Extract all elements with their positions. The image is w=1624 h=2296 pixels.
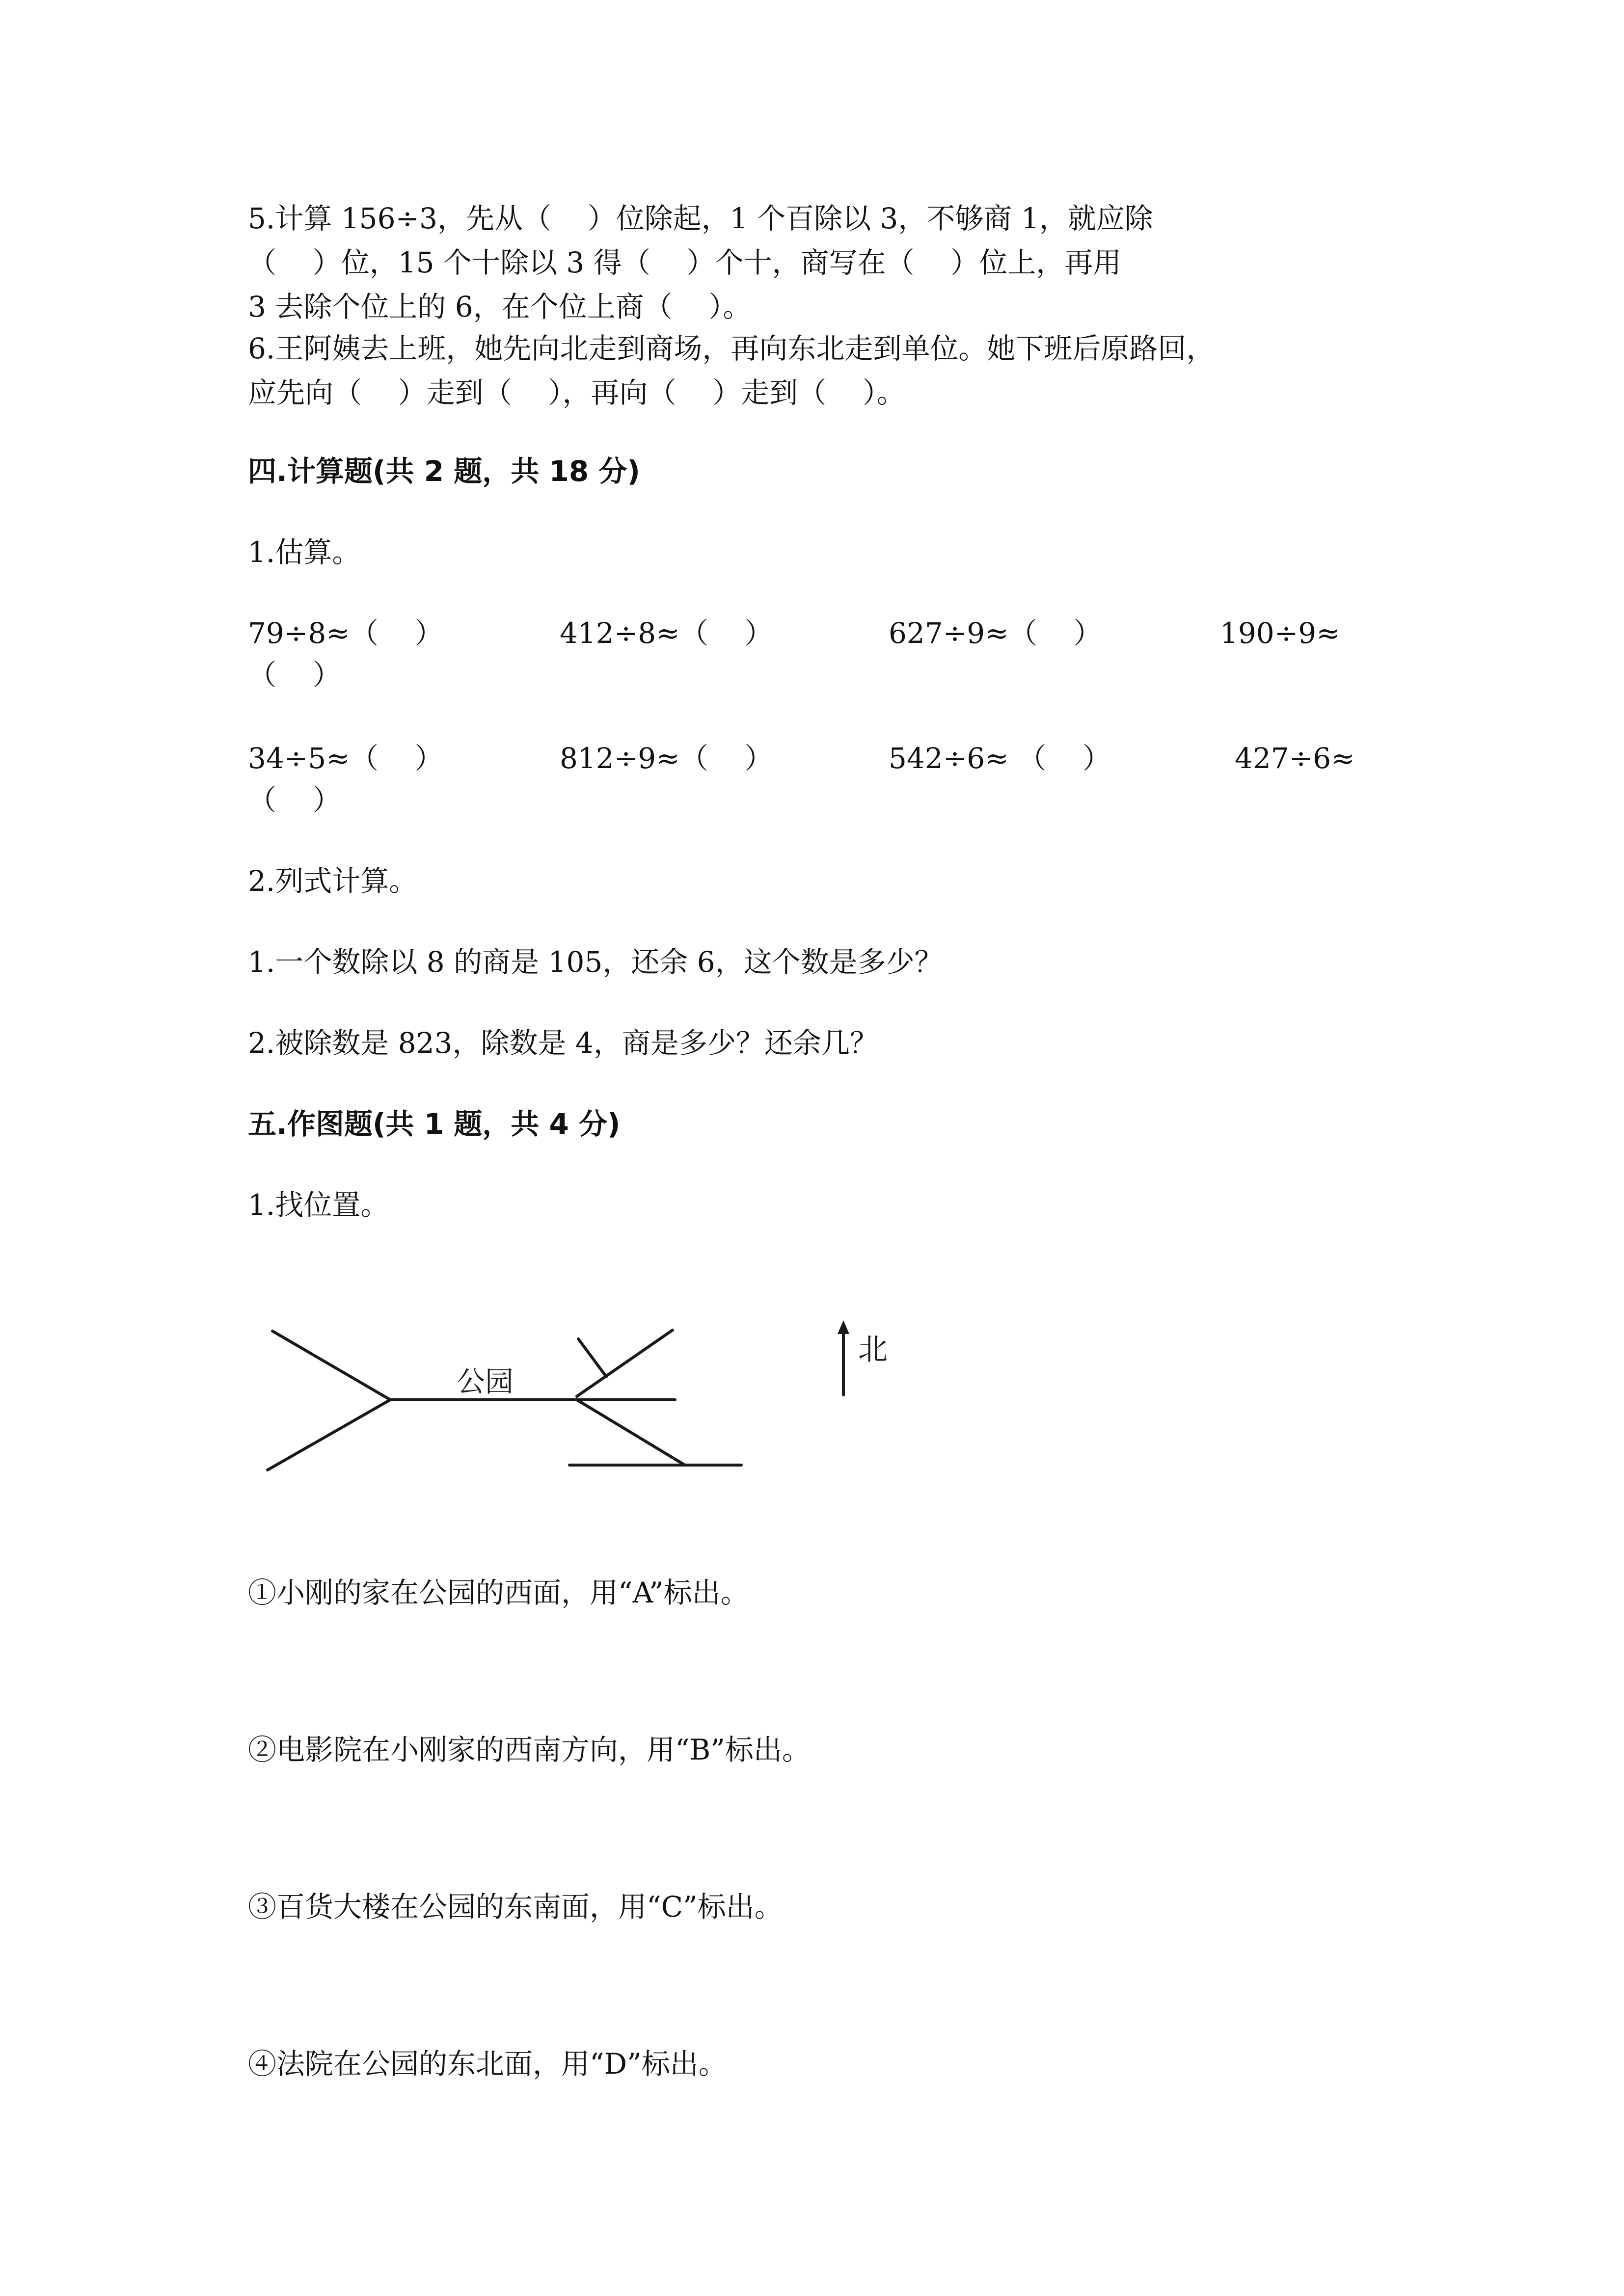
estimate-answer-blank: （ ）: [248, 658, 341, 692]
park-label: 公园: [457, 1365, 514, 1398]
north-label: 北: [858, 1333, 888, 1367]
estimate-item: 812÷9≈（ ）: [560, 742, 773, 775]
section-4-title: 四.计算题(共 2 题，共 18 分): [248, 454, 640, 488]
task-item-a: ①小刚的家在公园的西面，用“A”标出。: [248, 1576, 749, 1609]
estimate-item: 412÷8≈（ ）: [560, 616, 773, 650]
estimate-answer-blank: （ ）: [248, 783, 341, 817]
task-item-c: ③百货大楼在公园的东南面，用“C”标出。: [248, 1890, 783, 1923]
q6-line-1: 6.王阿姨去上班，她先向北走到商场，再向东北走到单位。她下班后原路回，: [248, 332, 1215, 365]
road-line: [268, 1400, 390, 1470]
column-calc-q1: 1.一个数除以 8 的商是 105，还余 6，这个数是多少？: [248, 945, 943, 979]
find-position-title: 1.找位置。: [248, 1188, 389, 1222]
estimate-item: 627÷9≈（ ）: [889, 616, 1102, 650]
estimate-title: 1.估算。: [248, 535, 361, 569]
estimate-item: 34÷5≈（ ）: [248, 742, 443, 775]
estimate-item: 79÷8≈（ ）: [248, 616, 443, 650]
estimate-item: 427÷6≈: [1235, 742, 1355, 775]
north-arrow-icon: [838, 1320, 849, 1334]
task-item-b: ②电影院在小刚家的西南方向，用“B”标出。: [248, 1733, 811, 1766]
q5-line-2: （ ）位，15 个十除以 3 得（ ）个十，商写在（ ）位上，再用: [248, 246, 1122, 279]
road-line: [578, 1339, 606, 1377]
q5-line-1: 5.计算 156÷3，先从（ ）位除起，1 个百除以 3，不够商 1，就应除: [248, 202, 1153, 235]
q5-line-3: 3 去除个位上的 6，在个位上商（ ）。: [248, 290, 752, 323]
column-calc-q2: 2.被除数是 823，除数是 4，商是多少？还余几？: [248, 1026, 878, 1060]
road-line: [577, 1330, 673, 1396]
task-item-d: ④法院在公园的东北面，用“D”标出。: [248, 2047, 727, 2081]
road-line: [577, 1400, 685, 1465]
estimate-item: 542÷6≈ （ ）: [889, 742, 1111, 775]
road-line: [272, 1331, 390, 1400]
section-5-title: 五.作图题(共 1 题，共 4 分): [248, 1107, 621, 1141]
column-calc-title: 2.列式计算。: [248, 864, 418, 898]
estimate-item: 190÷9≈: [1220, 616, 1340, 650]
q6-line-2: 应先向（ ）走到（ ），再向（ ）走到（ ）。: [248, 376, 905, 409]
